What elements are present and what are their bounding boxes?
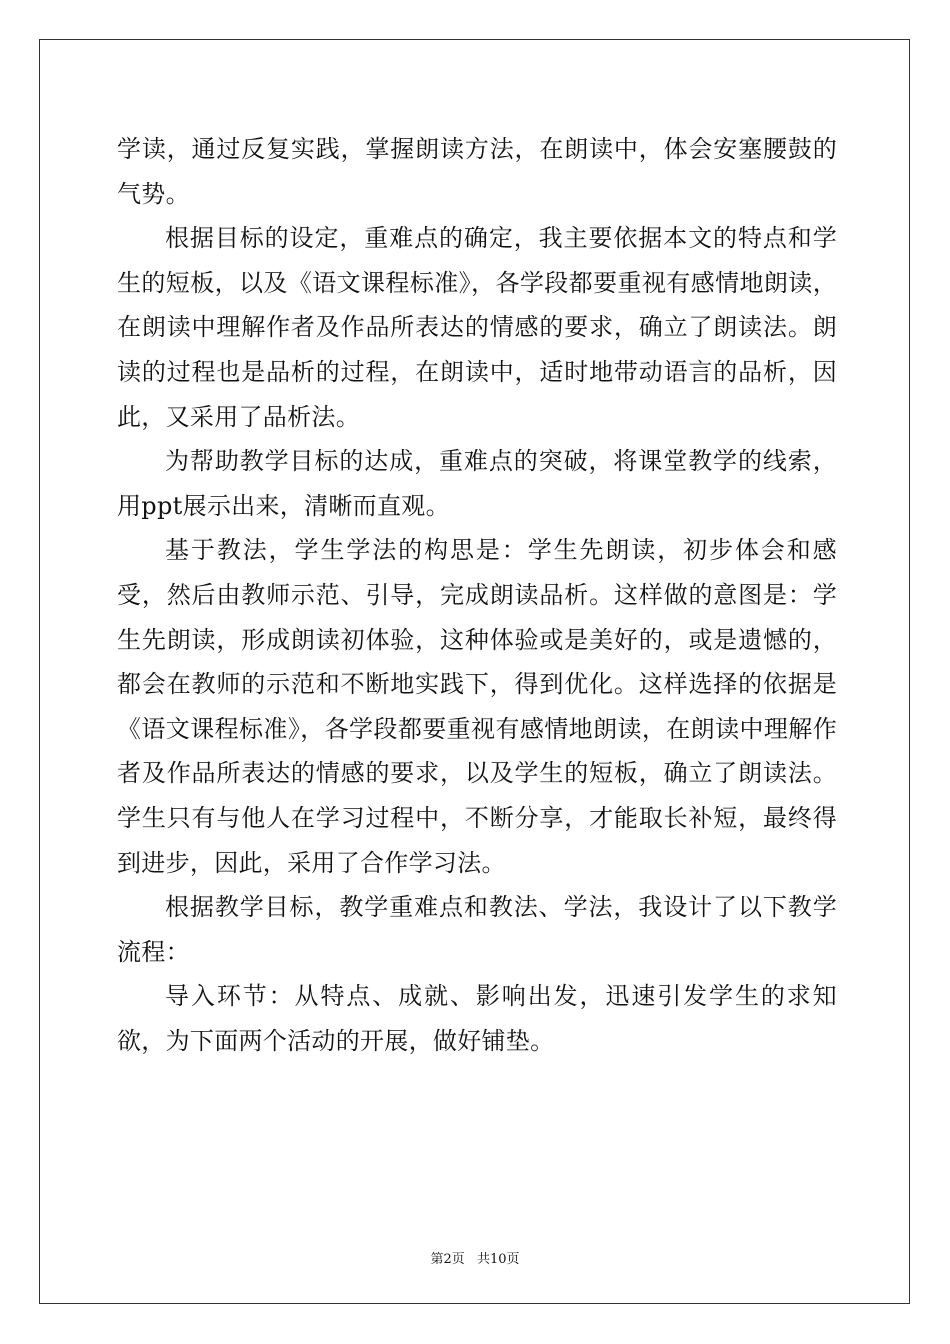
paragraph: 根据教学目标，教学重难点和教法、学法，我设计了以下教学流程： <box>117 893 837 966</box>
paragraph: 导入环节：从特点、成就、影响出发，迅速引发学生的求知欲，为下面两个活动的开展，做好铺垫。 <box>117 982 837 1055</box>
paragraph: 根据目标的设定，重难点的确定，我主要依据本文的特点和学生的短板，以及《语文课程标准》，各学段都要重视有感情地朗读，在朗读中理解作者及作品所表达的情感的要求，确立了朗读法。朗读的过程也是品析的过程，在朗读中，适时地带动语言的品析，因此，又采用了品析法。 <box>117 224 837 431</box>
page-footer <box>0 1248 950 1267</box>
document-body <box>117 127 837 1063</box>
paragraph: 基于教法，学生学法的构思是：学生先朗读，初步体会和感受，然后由教师示范、引导，完成朗读品析。这样做的意图是：学生先朗读，形成朗读初体验，这种体验或是美好的，或是遗憾的，都会在教师的示范和不断地实践下，得到优化。这样选择的依据是《语文课程标准》，各学段都要重视有感情地朗读，在朗读中理解作者及作品所表达的情感的要求，以及学生的短板，确立了朗读法。学生只有与他人在学习过程中，不断分享，才能取长补短，最终得到进步，因此，采用了合作学习法。 <box>117 536 837 877</box>
paragraph: 学读，通过反复实践，掌握朗读方法，在朗读中，体会安塞腰鼓的气势。 <box>117 135 837 208</box>
page-total: 共10页 <box>476 1252 520 1267</box>
paragraph: 为帮助教学目标的达成，重难点的突破，将课堂教学的线索，用ppt展示出来，清晰而直观。 <box>117 447 837 520</box>
page-number: 第2页 <box>430 1252 465 1267</box>
